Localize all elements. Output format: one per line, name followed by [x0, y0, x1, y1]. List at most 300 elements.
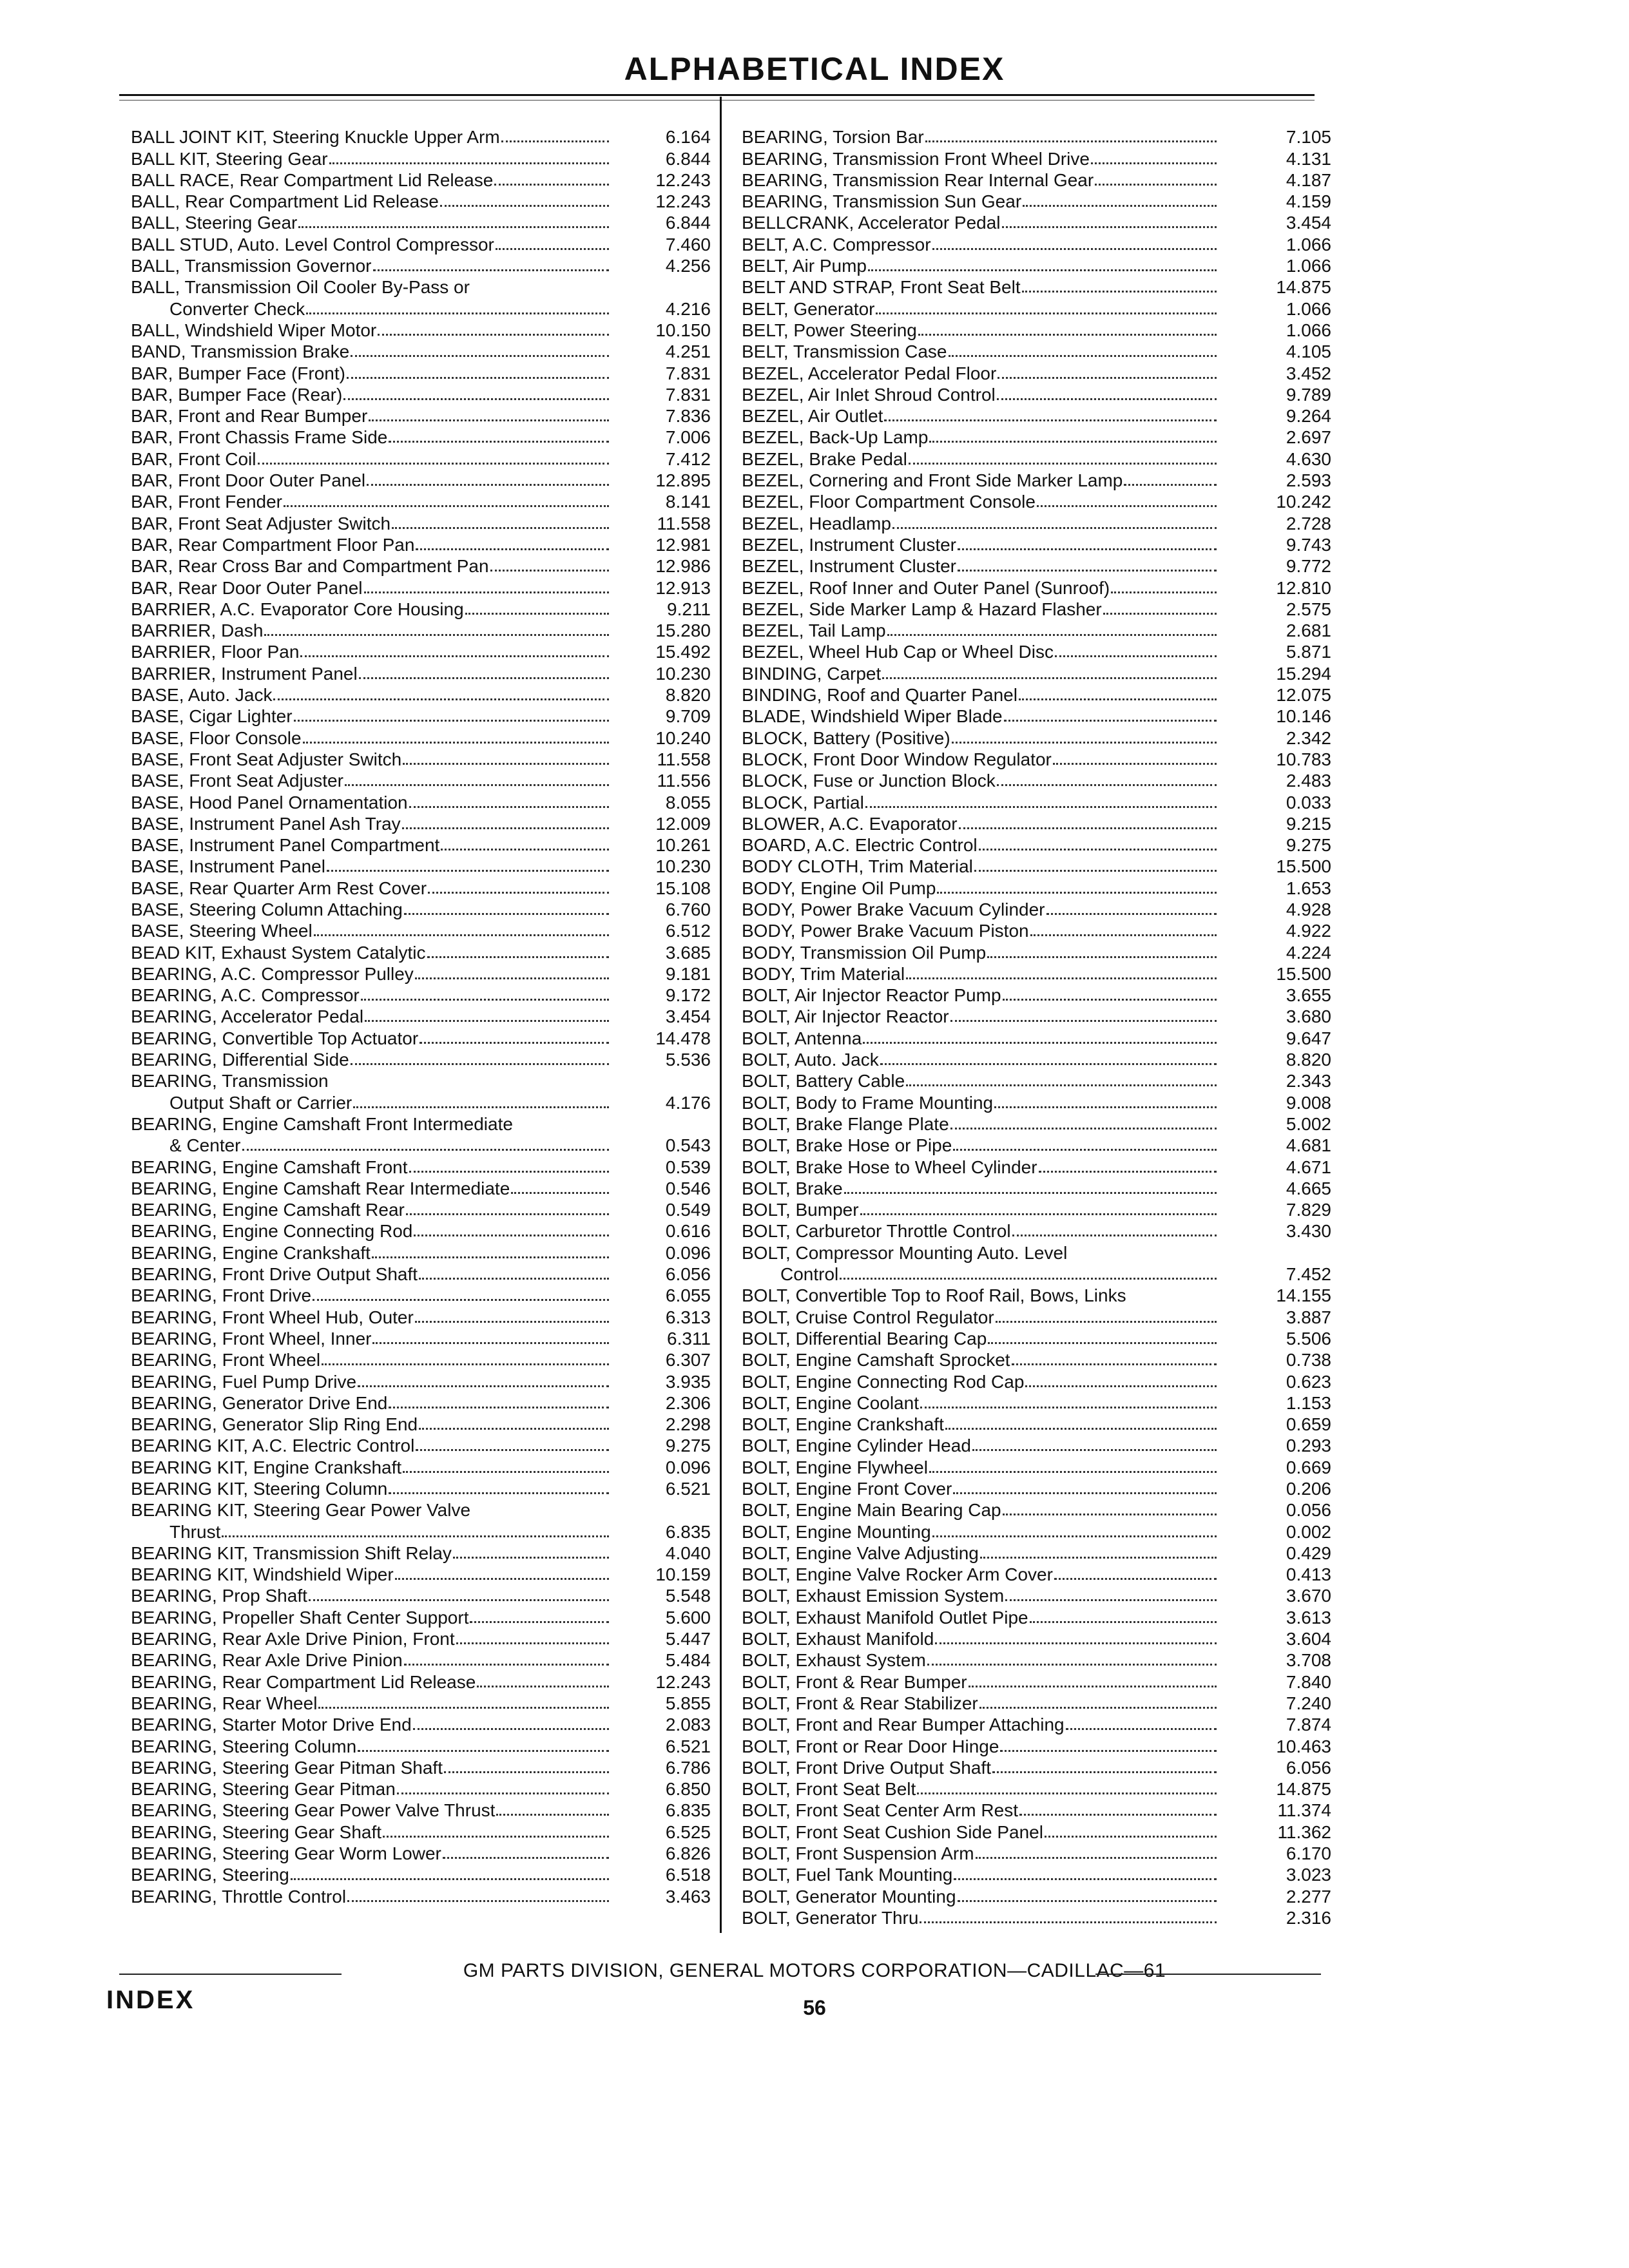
entry-text: BEARING, Prop Shaft: [131, 1586, 307, 1606]
index-entry: [131, 985, 711, 1006]
index-entry: [742, 1757, 1331, 1778]
dot-leader: [511, 1192, 609, 1194]
entry-text: BOLT, Convertible Top to Roof Rail, Bows, Links: [742, 1285, 1126, 1306]
dot-leader: [347, 377, 609, 379]
index-entry: [742, 448, 1331, 469]
index-entry: [742, 1800, 1331, 1821]
entry-page-ref: 8.820: [1286, 1050, 1331, 1070]
entry-text: BEARING, Transmission: [131, 1071, 329, 1091]
entry-text: BEARING, Transmission Rear Internal Gear: [742, 169, 1094, 190]
entry-page-ref: 0.549: [665, 1200, 711, 1220]
entry-page-ref: 9.275: [665, 1436, 711, 1456]
index-entry: [742, 1049, 1331, 1070]
entry-text: BEARING, Engine Crankshaft: [131, 1242, 371, 1263]
index-entry: [742, 1349, 1331, 1370]
index-entry: [742, 1821, 1331, 1842]
entry-text: BEARING KIT, Transmission Shift Relay: [131, 1542, 452, 1563]
index-entry: [131, 1628, 711, 1649]
entry-text: BOLT, Body to Frame Mounting: [742, 1092, 994, 1113]
entry-text: BEZEL, Accelerator Pedal Floor: [742, 363, 997, 383]
entry-text: BEARING, Transmission Sun Gear: [742, 191, 1022, 212]
entry-text: BEARING, Engine Camshaft Rear Intermediate: [131, 1178, 510, 1198]
dot-leader: [932, 248, 1217, 250]
entry-page-ref: 8.055: [665, 792, 711, 812]
index-entry: [131, 255, 711, 276]
index-entry: [742, 899, 1331, 920]
index-entry: [131, 1328, 711, 1349]
entry-text: BOLT, Engine Camshaft Sprocket: [742, 1350, 1010, 1370]
entry-text: BOLT, Front & Rear Bumper: [742, 1671, 967, 1692]
dot-leader: [415, 1321, 609, 1323]
entry-page-ref: 4.131: [1286, 148, 1331, 169]
entry-page-ref: 7.105: [1286, 127, 1331, 148]
dot-leader: [1022, 291, 1217, 293]
index-entry: [742, 1113, 1331, 1135]
entry-page-ref: 4.176: [665, 1092, 711, 1113]
entry-text: BODY, Trim Material: [742, 963, 905, 984]
section-label: INDEX: [106, 1986, 195, 2014]
entry-text: BEARING, Generator Slip Ring End: [131, 1414, 418, 1435]
index-entry: [742, 1671, 1331, 1692]
entry-text: BEARING, Accelerator Pedal: [131, 1006, 364, 1027]
index-entry: [131, 341, 711, 362]
entry-page-ref: 1.066: [1286, 256, 1331, 276]
dot-leader: [1111, 591, 1217, 593]
index-entry: [742, 920, 1331, 941]
index-entry: [742, 126, 1331, 148]
index-entry: [131, 320, 711, 341]
dot-leader: [313, 1299, 609, 1301]
entry-page-ref: 10.146: [1276, 706, 1331, 727]
entry-text: BEARING, Front Drive: [131, 1285, 312, 1306]
index-entry: [131, 233, 711, 255]
entry-page-ref: 6.170: [1286, 1843, 1331, 1864]
entry-page-ref: 7.829: [1286, 1200, 1331, 1220]
entry-page-ref: 10.463: [1276, 1736, 1331, 1756]
entry-page-ref: 9.215: [1286, 813, 1331, 834]
index-entry: [742, 1220, 1331, 1242]
entry-page-ref: 3.670: [1286, 1586, 1331, 1606]
entry-page-ref: 15.492: [655, 642, 711, 662]
entry-text: BEARING, Front Drive Output Shaft: [131, 1264, 418, 1285]
entry-page-ref: 6.844: [665, 148, 711, 169]
entry-page-ref: 2.575: [1286, 599, 1331, 619]
entry-text: BEARING, Steering Gear Power Valve Thrust: [131, 1800, 496, 1821]
entry-text: BOLT, Engine Mounting: [742, 1521, 931, 1542]
entry-page-ref: 2.316: [1286, 1907, 1331, 1928]
dot-leader: [329, 162, 609, 164]
dot-leader: [351, 1063, 609, 1065]
index-entry: [131, 1456, 711, 1477]
dot-leader: [865, 806, 1217, 808]
entry-page-ref: 6.518: [665, 1865, 711, 1885]
entry-text: BEARING KIT, A.C. Electric Control: [131, 1436, 415, 1456]
entry-page-ref: 0.002: [1286, 1521, 1331, 1542]
entry-text: BEZEL, Air Inlet Shroud Control: [742, 384, 996, 405]
entry-page-ref: 14.155: [1276, 1285, 1331, 1306]
index-entry: [742, 1178, 1331, 1199]
entry-page-ref: 3.454: [1286, 213, 1331, 233]
entry-text: BAR, Front Chassis Frame Side: [131, 427, 388, 448]
index-entry: [742, 320, 1331, 341]
index-entry: [742, 1135, 1331, 1156]
dot-leader: [395, 1578, 609, 1580]
index-entry: [742, 941, 1331, 963]
entry-text: BARRIER, Dash: [131, 620, 264, 641]
entry-text: BOLT, Front Suspension Arm: [742, 1843, 974, 1864]
entry-text: BOLT, Brake Hose to Wheel Cylinder: [742, 1157, 1037, 1177]
index-entry: [742, 1649, 1331, 1671]
entry-text: BOLT, Air Injector Reactor: [742, 1006, 949, 1027]
dot-leader: [927, 1664, 1217, 1666]
index-entry: [742, 641, 1331, 662]
entry-text: BOLT, Front Seat Center Arm Rest: [742, 1800, 1018, 1821]
index-entry: [131, 534, 711, 555]
index-entry: [131, 641, 711, 662]
dot-leader: [979, 849, 1217, 850]
entry-page-ref: 6.760: [665, 899, 711, 919]
entry-text: BOLT, Front or Rear Door Hinge: [742, 1736, 999, 1756]
entry-text: BAR, Bumper Face (Rear): [131, 384, 343, 405]
index-entry: [131, 1885, 711, 1907]
entry-text: BOLT, Generator Thru: [742, 1907, 919, 1928]
index-entry: [131, 662, 711, 684]
dot-leader: [945, 1428, 1217, 1430]
index-entry: [131, 1113, 711, 1135]
entry-page-ref: 0.413: [1286, 1564, 1331, 1585]
entry-text: BOLT, Engine Flywheel: [742, 1457, 928, 1477]
dot-leader: [909, 463, 1217, 465]
entry-text: BEARING, Differential Side: [131, 1050, 349, 1070]
index-entry: [742, 233, 1331, 255]
entry-page-ref: 2.083: [665, 1715, 711, 1735]
entry-page-ref: 4.671: [1286, 1157, 1331, 1177]
dot-leader: [416, 548, 609, 550]
entry-page-ref: 9.275: [1286, 835, 1331, 856]
entry-text: BEZEL, Wheel Hub Cap or Wheel Disc: [742, 642, 1054, 662]
dot-leader: [309, 1599, 609, 1601]
entry-text: BOLT, Engine Front Cover: [742, 1479, 952, 1499]
entry-text: BEARING, Engine Connecting Rod: [131, 1221, 413, 1242]
entry-page-ref: 7.452: [1286, 1264, 1331, 1285]
index-entry: [131, 512, 711, 533]
index-entry: [131, 298, 711, 319]
entry-text: BAR, Bumper Face (Front): [131, 363, 345, 383]
entry-text: BEZEL, Roof Inner and Outer Panel (Sunroof): [742, 577, 1110, 598]
entry-page-ref: 9.181: [665, 963, 711, 984]
entry-page-ref: 6.525: [665, 1821, 711, 1842]
index-entry: [742, 1264, 1331, 1285]
index-entry: [742, 1456, 1331, 1477]
dot-leader: [1012, 1363, 1217, 1365]
index-entry: [131, 1585, 711, 1606]
entry-text: BEARING, Rear Compartment Lid Release: [131, 1671, 476, 1692]
dot-leader: [470, 1621, 609, 1623]
index-entry: [742, 1478, 1331, 1499]
entry-page-ref: 10.150: [655, 320, 711, 340]
entry-page-ref: 3.680: [1286, 1006, 1331, 1027]
entry-text: BELT AND STRAP, Front Seat Belt: [742, 277, 1021, 298]
entry-page-ref: 5.548: [665, 1586, 711, 1606]
dot-leader: [358, 1750, 609, 1752]
dot-leader: [953, 1492, 1217, 1494]
index-entry: [131, 1070, 711, 1091]
entry-text: BASE, Hood Panel Ornamentation: [131, 792, 408, 812]
index-entry: [131, 1264, 711, 1285]
entry-page-ref: 15.294: [1276, 663, 1331, 684]
dot-leader: [937, 892, 1217, 894]
index-entry: [742, 1628, 1331, 1649]
dot-leader: [953, 1149, 1217, 1151]
entry-text: BELT, A.C. Compressor: [742, 234, 931, 255]
entry-text: BEARING, Propeller Shaft Center Support: [131, 1607, 469, 1628]
entry-text: BEARING, Rear Axle Drive Pinion: [131, 1650, 403, 1671]
entry-page-ref: 3.887: [1286, 1307, 1331, 1327]
entry-text: BASE, Front Seat Adjuster: [131, 771, 343, 791]
index-entry: [131, 577, 711, 598]
dot-leader: [403, 1471, 609, 1473]
index-entry: [742, 427, 1331, 448]
dot-leader: [364, 591, 610, 593]
dot-leader: [389, 1492, 609, 1494]
entry-text: BEZEL, Floor Compartment Console: [742, 492, 1036, 512]
index-entry: [131, 599, 711, 620]
dot-leader: [958, 570, 1217, 572]
index-entry: [742, 298, 1331, 319]
entry-page-ref: 4.187: [1286, 169, 1331, 190]
index-entry: [742, 555, 1331, 577]
entry-page-ref: 8.141: [665, 492, 711, 512]
entry-page-ref: 5.447: [665, 1629, 711, 1649]
index-entry: [742, 1435, 1331, 1456]
entry-page-ref: 7.840: [1286, 1671, 1331, 1692]
dot-leader: [428, 892, 609, 894]
entry-page-ref: 10.230: [655, 663, 711, 684]
entry-text: BAR, Front and Rear Bumper: [131, 406, 368, 427]
entry-page-ref: 12.986: [655, 556, 711, 577]
entry-text: BEARING, Front Wheel Hub, Outer: [131, 1307, 414, 1327]
index-entry: [131, 1542, 711, 1564]
dot-leader: [419, 1428, 609, 1430]
entry-text: BEARING, Engine Camshaft Rear: [131, 1200, 405, 1220]
entry-text: BOLT, Brake Flange Plate: [742, 1113, 949, 1134]
index-entry: [742, 1199, 1331, 1220]
entry-text: BLADE, Windshield Wiper Blade: [742, 706, 1003, 727]
entry-page-ref: 6.313: [665, 1307, 711, 1327]
entry-page-ref: 6.056: [665, 1264, 711, 1285]
entry-text: BOLT, Fuel Tank Mounting: [742, 1865, 953, 1885]
index-entry: [742, 362, 1331, 383]
dot-leader: [444, 1771, 609, 1773]
entry-page-ref: 6.164: [665, 127, 711, 148]
dot-leader: [318, 1707, 609, 1709]
entry-page-ref: 6.521: [665, 1479, 711, 1499]
entry-page-ref: 2.343: [1286, 1071, 1331, 1091]
dot-leader: [291, 1878, 609, 1880]
index-entry: [742, 1414, 1331, 1435]
entry-page-ref: 0.669: [1286, 1457, 1331, 1477]
dot-leader: [997, 398, 1217, 400]
dot-leader: [1066, 1728, 1217, 1730]
entry-page-ref: 0.206: [1286, 1479, 1331, 1499]
entry-text: BINDING, Carpet: [742, 663, 882, 684]
page-title: ALPHABETICAL INDEX: [624, 51, 1005, 87]
dot-leader: [392, 527, 609, 529]
dot-leader: [322, 1363, 609, 1365]
dot-leader: [996, 1321, 1217, 1323]
dot-leader: [258, 463, 610, 465]
entry-page-ref: 5.600: [665, 1607, 711, 1628]
dot-leader: [1023, 205, 1217, 207]
entry-page-ref: 6.850: [665, 1779, 711, 1800]
dot-leader: [1003, 999, 1217, 1001]
entry-page-ref: 9.709: [665, 706, 711, 727]
entry-text: BOLT, Engine Connecting Rod Cap: [742, 1371, 1025, 1392]
entry-text: BASE, Rear Quarter Arm Rest Cover: [131, 878, 427, 898]
entry-page-ref: 2.298: [665, 1414, 711, 1435]
footer-rule-right: [1095, 1974, 1321, 1975]
dot-leader: [979, 1707, 1217, 1709]
dot-leader: [496, 248, 609, 250]
index-entry: [131, 1478, 711, 1499]
index-entry: [131, 1349, 711, 1370]
dot-leader: [298, 226, 609, 228]
entry-text: BEZEL, Brake Pedal: [742, 448, 907, 469]
index-entry: [742, 276, 1331, 298]
index-entry: [742, 191, 1331, 212]
entry-page-ref: 1.653: [1286, 878, 1331, 898]
entry-text: BELT, Power Steering: [742, 320, 917, 340]
entry-text: BOLT, Engine Main Bearing Cap: [742, 1500, 1001, 1521]
column-divider: [720, 97, 722, 1933]
dot-leader: [403, 763, 609, 765]
dot-leader: [1030, 934, 1217, 936]
title-rule: [119, 94, 1315, 96]
entry-text: BAR, Front Seat Adjuster Switch: [131, 513, 391, 533]
index-entry: [742, 1542, 1331, 1564]
index-entry: [131, 1800, 711, 1821]
entry-text: BOLT, Antenna: [742, 1028, 862, 1048]
page-number: 56: [803, 1996, 826, 2019]
index-entry: [131, 834, 711, 856]
dot-leader: [404, 913, 609, 915]
entry-page-ref: 4.216: [665, 298, 711, 319]
entry-text: Output Shaft or Carrier: [169, 1092, 352, 1113]
index-entry: [742, 1843, 1331, 1864]
entry-text: BOLT, Engine Coolant: [742, 1392, 919, 1413]
entry-page-ref: 15.500: [1276, 856, 1331, 877]
entry-page-ref: 2.277: [1286, 1886, 1331, 1907]
entry-text: BEARING, A.C. Compressor: [131, 985, 360, 1006]
dot-leader: [397, 1792, 609, 1794]
entry-text: BALL KIT, Steering Gear: [131, 148, 328, 169]
dot-leader: [969, 1686, 1217, 1687]
entry-text: BEARING, Engine Camshaft Front: [131, 1157, 408, 1177]
dot-leader: [443, 1857, 609, 1859]
entry-text: BEARING, Steering Gear Pitman Shaft: [131, 1757, 443, 1778]
entry-text: BOLT, Front Seat Belt: [742, 1779, 916, 1800]
entry-page-ref: 4.256: [665, 256, 711, 276]
index-entry: [742, 1606, 1331, 1628]
entry-text: BEARING KIT, Engine Crankshaft: [131, 1457, 402, 1477]
entry-text: BASE, Instrument Panel: [131, 856, 325, 877]
entry-page-ref: 0.659: [1286, 1414, 1331, 1435]
entry-page-ref: 6.521: [665, 1736, 711, 1756]
index-entry: [131, 1757, 711, 1778]
index-entry: [131, 920, 711, 941]
entry-page-ref: 10.261: [655, 835, 711, 856]
entry-page-ref: 8.820: [665, 685, 711, 706]
index-entry: [742, 470, 1331, 491]
index-entry: [131, 770, 711, 791]
entry-page-ref: 12.009: [655, 813, 711, 834]
entry-text: BEARING, Steering Gear Shaft: [131, 1821, 382, 1842]
index-entry: [131, 813, 711, 834]
entry-text: BEZEL, Side Marker Lamp & Hazard Flasher: [742, 599, 1102, 619]
right-index-column: [742, 126, 1331, 1928]
index-entry: [742, 1027, 1331, 1048]
dot-leader: [456, 1642, 609, 1644]
index-entry: [742, 1864, 1331, 1885]
dot-leader: [416, 1449, 609, 1451]
index-entry: [742, 491, 1331, 512]
entry-page-ref: 10.240: [655, 727, 711, 748]
entry-page-ref: 12.243: [655, 1671, 711, 1692]
entry-page-ref: 11.362: [1277, 1821, 1331, 1842]
entry-text: BALL, Steering Gear: [131, 213, 298, 233]
entry-page-ref: 2.306: [665, 1392, 711, 1413]
dot-leader: [367, 484, 609, 486]
entry-page-ref: 9.647: [1286, 1028, 1331, 1048]
dot-leader: [496, 1814, 609, 1816]
entry-text: BAR, Front Door Outer Panel: [131, 470, 366, 491]
entry-page-ref: 14.478: [655, 1028, 711, 1048]
entry-page-ref: 0.623: [1286, 1371, 1331, 1392]
entry-text: BEARING, Throttle Control: [131, 1886, 347, 1907]
index-entry: [742, 1885, 1331, 1907]
dot-leader: [958, 548, 1217, 550]
dot-leader: [440, 205, 609, 207]
entry-page-ref: 0.293: [1286, 1436, 1331, 1456]
dot-leader: [465, 613, 609, 615]
dot-leader: [361, 999, 609, 1001]
entry-page-ref: 6.311: [667, 1328, 711, 1349]
entry-text: BEARING KIT, Windshield Wiper: [131, 1564, 394, 1585]
index-entry: [742, 856, 1331, 877]
index-entry: [742, 749, 1331, 770]
entry-text: BOLT, Generator Mounting: [742, 1886, 956, 1907]
entry-text: BOLT, Engine Cylinder Head: [742, 1436, 971, 1456]
entry-text: Control: [780, 1264, 839, 1285]
entry-page-ref: 4.159: [1286, 191, 1331, 212]
entry-text: BODY, Transmission Oil Pump: [742, 942, 987, 963]
index-entry: [742, 1392, 1331, 1414]
entry-text: BOLT, Battery Cable: [742, 1071, 905, 1091]
dot-leader: [1025, 1385, 1217, 1387]
entry-text: BEARING, Convertible Top Actuator: [131, 1028, 419, 1048]
entry-text: BEARING, Steering: [131, 1865, 289, 1885]
entry-page-ref: 6.835: [665, 1521, 711, 1542]
entry-text: BOLT, Front and Rear Bumper Attaching: [742, 1715, 1065, 1735]
entry-page-ref: 3.452: [1286, 363, 1331, 383]
entry-text: BOLT, Exhaust System: [742, 1650, 926, 1671]
entry-text: BALL, Transmission Governor: [131, 256, 372, 276]
dot-leader: [441, 849, 609, 850]
entry-text: BEZEL, Air Outlet: [742, 406, 883, 427]
dot-leader: [906, 977, 1217, 979]
entry-page-ref: 7.412: [665, 448, 711, 469]
dot-leader: [284, 505, 609, 507]
